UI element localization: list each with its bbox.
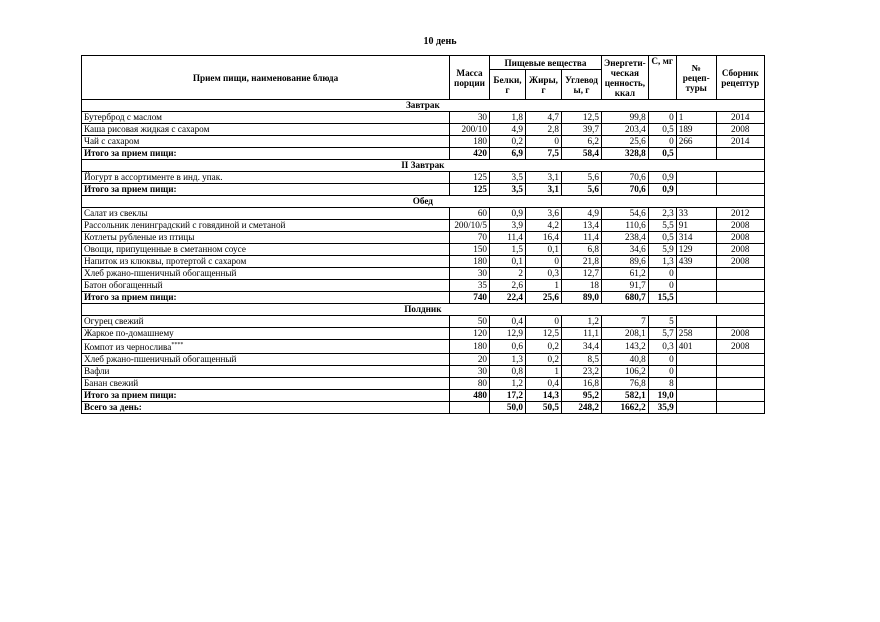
- fat-value: 0,3: [526, 268, 562, 280]
- total-label: Итого за прием пищи:: [82, 184, 450, 196]
- recipe-number: [676, 268, 716, 280]
- table-row: [82, 136, 765, 148]
- fat-value: 12,5: [526, 328, 562, 340]
- protein-value: 3,9: [490, 220, 526, 232]
- recipe-number: 439: [676, 256, 716, 268]
- blank-cell: [676, 292, 716, 304]
- section-title: Обед: [82, 196, 765, 208]
- total-energy: 328,8: [602, 148, 649, 160]
- vitc-value: 5,9: [648, 244, 676, 256]
- energy-value: 110,6: [602, 220, 649, 232]
- section-total-row: [82, 292, 765, 304]
- dish-name-text: Батон обогащенный: [84, 280, 163, 290]
- carbs-value: 13,4: [562, 220, 602, 232]
- total-protein: 17,2: [490, 390, 526, 402]
- header-nutrients: Пищевые вещества: [490, 56, 602, 70]
- dish-name: [82, 340, 450, 354]
- fat-value: 1: [526, 366, 562, 378]
- table-row: [82, 244, 765, 256]
- carbs-value: 21,8: [562, 256, 602, 268]
- recipe-number: 258: [676, 328, 716, 340]
- fat-value: 2,8: [526, 124, 562, 136]
- total-vitc: 0,9: [648, 184, 676, 196]
- dish-name-text: Хлеб ржано-пшеничный обогащенный: [84, 354, 237, 365]
- dish-name: [82, 112, 450, 124]
- dish-name-text: Огурец свежий: [84, 316, 144, 326]
- energy-value: 106,2: [602, 366, 649, 378]
- recipe-book: [716, 172, 764, 184]
- carbs-value: 16,8: [562, 378, 602, 390]
- total-label: Итого за прием пищи:: [82, 292, 450, 304]
- section-title: Полдник: [82, 304, 765, 316]
- table-row: [82, 280, 765, 292]
- section-header-row: [82, 160, 765, 172]
- total-fat: 25,6: [526, 292, 562, 304]
- table-row: [82, 124, 765, 136]
- table-row: [82, 172, 765, 184]
- total-carbs: 58,4: [562, 148, 602, 160]
- dish-name-text: Компот из чернослива: [84, 342, 172, 353]
- table-row: [82, 328, 765, 340]
- blank-cell: [676, 148, 716, 160]
- section-header-row: [82, 304, 765, 316]
- energy-value: 70,6: [602, 172, 649, 184]
- recipe-number: [676, 316, 716, 328]
- vitc-value: 2,3: [648, 208, 676, 220]
- section-total-row: [82, 184, 765, 196]
- section-total-row: [82, 148, 765, 160]
- dish-name: [82, 268, 450, 280]
- vitc-value: 1,3: [648, 256, 676, 268]
- total-mass: 420: [450, 148, 490, 160]
- recipe-number: [676, 172, 716, 184]
- recipe-number: 189: [676, 124, 716, 136]
- grand-total-row: [82, 402, 765, 414]
- protein-value: 3,5: [490, 172, 526, 184]
- recipe-book: [716, 354, 764, 366]
- vitc-value: 0,9: [648, 172, 676, 184]
- vitc-value: 5,7: [648, 328, 676, 340]
- dish-name: [82, 256, 450, 268]
- protein-value: 2,6: [490, 280, 526, 292]
- table-row: [82, 366, 765, 378]
- header-mass: Масса порции: [450, 56, 490, 100]
- protein-value: 1,5: [490, 244, 526, 256]
- fat-value: 4,2: [526, 220, 562, 232]
- carbs-value: 39,7: [562, 124, 602, 136]
- header-recipe: № рецеп-туры: [676, 56, 716, 100]
- energy-value: 91,7: [602, 280, 649, 292]
- dish-name-text: Рассольник ленинградский с говядиной и сметаной: [84, 220, 286, 230]
- section-title: Завтрак: [82, 100, 765, 112]
- blank-cell: [676, 184, 716, 196]
- carbs-value: 11,1: [562, 328, 602, 340]
- vitc-value: 8: [648, 378, 676, 390]
- energy-value: 61,2: [602, 268, 649, 280]
- grand-total-protein: 50,0: [490, 402, 526, 414]
- energy-value: 54,6: [602, 208, 649, 220]
- protein-value: 0,8: [490, 366, 526, 378]
- protein-value: 0,1: [490, 256, 526, 268]
- energy-value: 238,4: [602, 232, 649, 244]
- recipe-book: 2008: [716, 124, 764, 136]
- total-carbs: 89,0: [562, 292, 602, 304]
- carbs-value: 1,2: [562, 316, 602, 328]
- carbs-value: 12,5: [562, 112, 602, 124]
- blank-cell: [676, 402, 716, 414]
- dish-name-text: Хлеб ржано-пшеничный обогащенный: [84, 268, 237, 278]
- recipe-number: 33: [676, 208, 716, 220]
- total-mass: 125: [450, 184, 490, 196]
- carbs-value: 6,2: [562, 136, 602, 148]
- header-vitc: С, мг: [648, 56, 676, 100]
- header-energy: Энергети-ческая ценность, ккал: [602, 56, 649, 100]
- recipe-number: [676, 280, 716, 292]
- portion-mass: 80: [450, 378, 490, 390]
- total-vitc: 15,5: [648, 292, 676, 304]
- recipe-number: [676, 354, 716, 366]
- section-total-row: [82, 390, 765, 402]
- dish-name: [82, 328, 450, 340]
- recipe-book: 2008: [716, 232, 764, 244]
- total-vitc: 0,5: [648, 148, 676, 160]
- portion-mass: 70: [450, 232, 490, 244]
- grand-total-energy: 1662,2: [602, 402, 649, 414]
- table-row: [82, 208, 765, 220]
- table-row: [82, 232, 765, 244]
- total-label: Итого за прием пищи:: [82, 148, 450, 160]
- vitc-value: 0: [648, 268, 676, 280]
- protein-value: 0,4: [490, 316, 526, 328]
- portion-mass: 35: [450, 280, 490, 292]
- carbs-value: 23,2: [562, 366, 602, 378]
- footnote-mark: ****: [171, 342, 184, 348]
- fat-value: 0: [526, 136, 562, 148]
- vitc-value: 0: [648, 280, 676, 292]
- dish-name: [82, 136, 450, 148]
- recipe-book: 2014: [716, 112, 764, 124]
- portion-mass: 150: [450, 244, 490, 256]
- blank-cell: [716, 148, 764, 160]
- energy-value: 99,8: [602, 112, 649, 124]
- table-row: [82, 220, 765, 232]
- total-fat: 3,1: [526, 184, 562, 196]
- energy-value: 25,6: [602, 136, 649, 148]
- vitc-value: 0: [648, 354, 676, 366]
- dish-name-text: Овощи, припущенные в сметанном соусе: [84, 244, 246, 254]
- menu-table: [81, 55, 765, 414]
- header-carbs: Углевод ы, г: [562, 70, 602, 100]
- vitc-value: 0: [648, 136, 676, 148]
- total-mass: 740: [450, 292, 490, 304]
- portion-mass: 50: [450, 316, 490, 328]
- fat-value: 3,1: [526, 172, 562, 184]
- total-vitc: 19,0: [648, 390, 676, 402]
- vitc-value: 0,5: [648, 232, 676, 244]
- table-row: [82, 378, 765, 390]
- dish-name-text: Салат из свеклы: [84, 208, 148, 218]
- total-protein: 6,9: [490, 148, 526, 160]
- recipe-number: 314: [676, 232, 716, 244]
- protein-value: 0,6: [490, 340, 526, 354]
- dish-name: [82, 280, 450, 292]
- fat-value: 16,4: [526, 232, 562, 244]
- recipe-book: 2014: [716, 136, 764, 148]
- blank-cell: [716, 402, 764, 414]
- recipe-number: 401: [676, 340, 716, 354]
- recipe-book: [716, 316, 764, 328]
- dish-name: [82, 124, 450, 136]
- recipe-number: 91: [676, 220, 716, 232]
- vitc-value: 0: [648, 112, 676, 124]
- energy-value: 143,2: [602, 340, 649, 354]
- portion-mass: 200/10/5: [450, 220, 490, 232]
- protein-value: 2: [490, 268, 526, 280]
- recipe-book: [716, 268, 764, 280]
- table-row: [82, 256, 765, 268]
- grand-total-mass: [450, 402, 490, 414]
- table-row: [82, 340, 765, 354]
- header-protein: Белки, г: [490, 70, 526, 100]
- grand-total-fat: 50,5: [526, 402, 562, 414]
- energy-value: 40,8: [602, 354, 649, 366]
- dish-name-text: Банан свежий: [84, 378, 139, 389]
- fat-value: 0,2: [526, 340, 562, 354]
- vitc-value: 5,5: [648, 220, 676, 232]
- fat-value: 0,4: [526, 378, 562, 390]
- carbs-value: 4,9: [562, 208, 602, 220]
- protein-value: 11,4: [490, 232, 526, 244]
- recipe-book: [716, 280, 764, 292]
- grand-total-carbs: 248,2: [562, 402, 602, 414]
- recipe-book: 2008: [716, 328, 764, 340]
- vitc-value: 0,5: [648, 124, 676, 136]
- table-row: [82, 354, 765, 366]
- carbs-value: 18: [562, 280, 602, 292]
- dish-name-text: Жаркое по-домашнему: [84, 328, 174, 338]
- header-book: Сборник рецептур: [716, 56, 764, 100]
- protein-value: 1,8: [490, 112, 526, 124]
- grand-total-label: Всего за день:: [82, 402, 450, 414]
- table-row: [82, 268, 765, 280]
- recipe-book: 2008: [716, 220, 764, 232]
- recipe-number: [676, 378, 716, 390]
- fat-value: 0,2: [526, 354, 562, 366]
- dish-name-text: Бутерброд с маслом: [84, 112, 162, 122]
- recipe-number: 266: [676, 136, 716, 148]
- recipe-number: 129: [676, 244, 716, 256]
- total-fat: 7,5: [526, 148, 562, 160]
- dish-name: [82, 232, 450, 244]
- portion-mass: 30: [450, 366, 490, 378]
- dish-name: [82, 378, 450, 390]
- fat-value: 1: [526, 280, 562, 292]
- protein-value: 0,9: [490, 208, 526, 220]
- dish-name-text: Йогурт в ассортименте в инд. упак.: [84, 172, 223, 182]
- energy-value: 34,6: [602, 244, 649, 256]
- dish-name-text: Вафли: [84, 366, 110, 377]
- total-protein: 3,5: [490, 184, 526, 196]
- header-name: Прием пищи, наименование блюда: [82, 56, 450, 100]
- fat-value: 4,7: [526, 112, 562, 124]
- recipe-book: 2008: [716, 244, 764, 256]
- protein-value: 4,9: [490, 124, 526, 136]
- carbs-value: 12,7: [562, 268, 602, 280]
- recipe-book: 2008: [716, 256, 764, 268]
- blank-cell: [716, 184, 764, 196]
- recipe-book: 2008: [716, 340, 764, 354]
- total-label: Итого за прием пищи:: [82, 390, 450, 402]
- dish-name: [82, 172, 450, 184]
- energy-value: 208,1: [602, 328, 649, 340]
- page-title: 10 день: [423, 36, 457, 47]
- protein-value: 0,2: [490, 136, 526, 148]
- energy-value: 7: [602, 316, 649, 328]
- carbs-value: 5,6: [562, 172, 602, 184]
- portion-mass: 180: [450, 136, 490, 148]
- energy-value: 89,6: [602, 256, 649, 268]
- carbs-value: 11,4: [562, 232, 602, 244]
- dish-name: [82, 354, 450, 366]
- recipe-number: [676, 366, 716, 378]
- portion-mass: 125: [450, 172, 490, 184]
- portion-mass: 120: [450, 328, 490, 340]
- dish-name: [82, 220, 450, 232]
- total-fat: 14,3: [526, 390, 562, 402]
- blank-cell: [716, 390, 764, 402]
- portion-mass: 30: [450, 112, 490, 124]
- vitc-value: 5: [648, 316, 676, 328]
- total-energy: 70,6: [602, 184, 649, 196]
- menu-body: [82, 100, 765, 414]
- recipe-book: [716, 378, 764, 390]
- blank-cell: [716, 292, 764, 304]
- dish-name-text: Каша рисовая жидкая с сахаром: [84, 124, 210, 134]
- total-protein: 22,4: [490, 292, 526, 304]
- protein-value: 1,2: [490, 378, 526, 390]
- dish-name-text: Чай с сахаром: [84, 136, 140, 146]
- total-energy: 680,7: [602, 292, 649, 304]
- portion-mass: 60: [450, 208, 490, 220]
- protein-value: 12,9: [490, 328, 526, 340]
- dish-name: [82, 208, 450, 220]
- protein-value: 1,3: [490, 354, 526, 366]
- portion-mass: 200/10: [450, 124, 490, 136]
- header-fat: Жиры, г: [526, 70, 562, 100]
- vitc-value: 0,3: [648, 340, 676, 354]
- table-row: [82, 112, 765, 124]
- section-header-row: [82, 196, 765, 208]
- vitc-value: 0: [648, 366, 676, 378]
- total-mass: 480: [450, 390, 490, 402]
- recipe-book: 2012: [716, 208, 764, 220]
- portion-mass: 30: [450, 268, 490, 280]
- dish-name: [82, 244, 450, 256]
- energy-value: 76,8: [602, 378, 649, 390]
- section-title: II Завтрак: [82, 160, 765, 172]
- recipe-book: [716, 366, 764, 378]
- dish-name: [82, 366, 450, 378]
- portion-mass: 180: [450, 340, 490, 354]
- fat-value: 0: [526, 256, 562, 268]
- total-energy: 582,1: [602, 390, 649, 402]
- fat-value: 0,1: [526, 244, 562, 256]
- carbs-value: 34,4: [562, 340, 602, 354]
- section-header-row: [82, 100, 765, 112]
- portion-mass: 180: [450, 256, 490, 268]
- blank-cell: [676, 390, 716, 402]
- fat-value: 3,6: [526, 208, 562, 220]
- total-carbs: 5,6: [562, 184, 602, 196]
- dish-name-text: Котлеты рубленые из птицы: [84, 232, 195, 242]
- table-row: [82, 316, 765, 328]
- grand-total-vitc: 35,9: [648, 402, 676, 414]
- dish-name-text: Напиток из клюквы, протертой с сахаром: [84, 256, 247, 266]
- energy-value: 203,4: [602, 124, 649, 136]
- carbs-value: 8,5: [562, 354, 602, 366]
- carbs-value: 6,8: [562, 244, 602, 256]
- fat-value: 0: [526, 316, 562, 328]
- total-carbs: 95,2: [562, 390, 602, 402]
- recipe-number: 1: [676, 112, 716, 124]
- portion-mass: 20: [450, 354, 490, 366]
- dish-name: [82, 316, 450, 328]
